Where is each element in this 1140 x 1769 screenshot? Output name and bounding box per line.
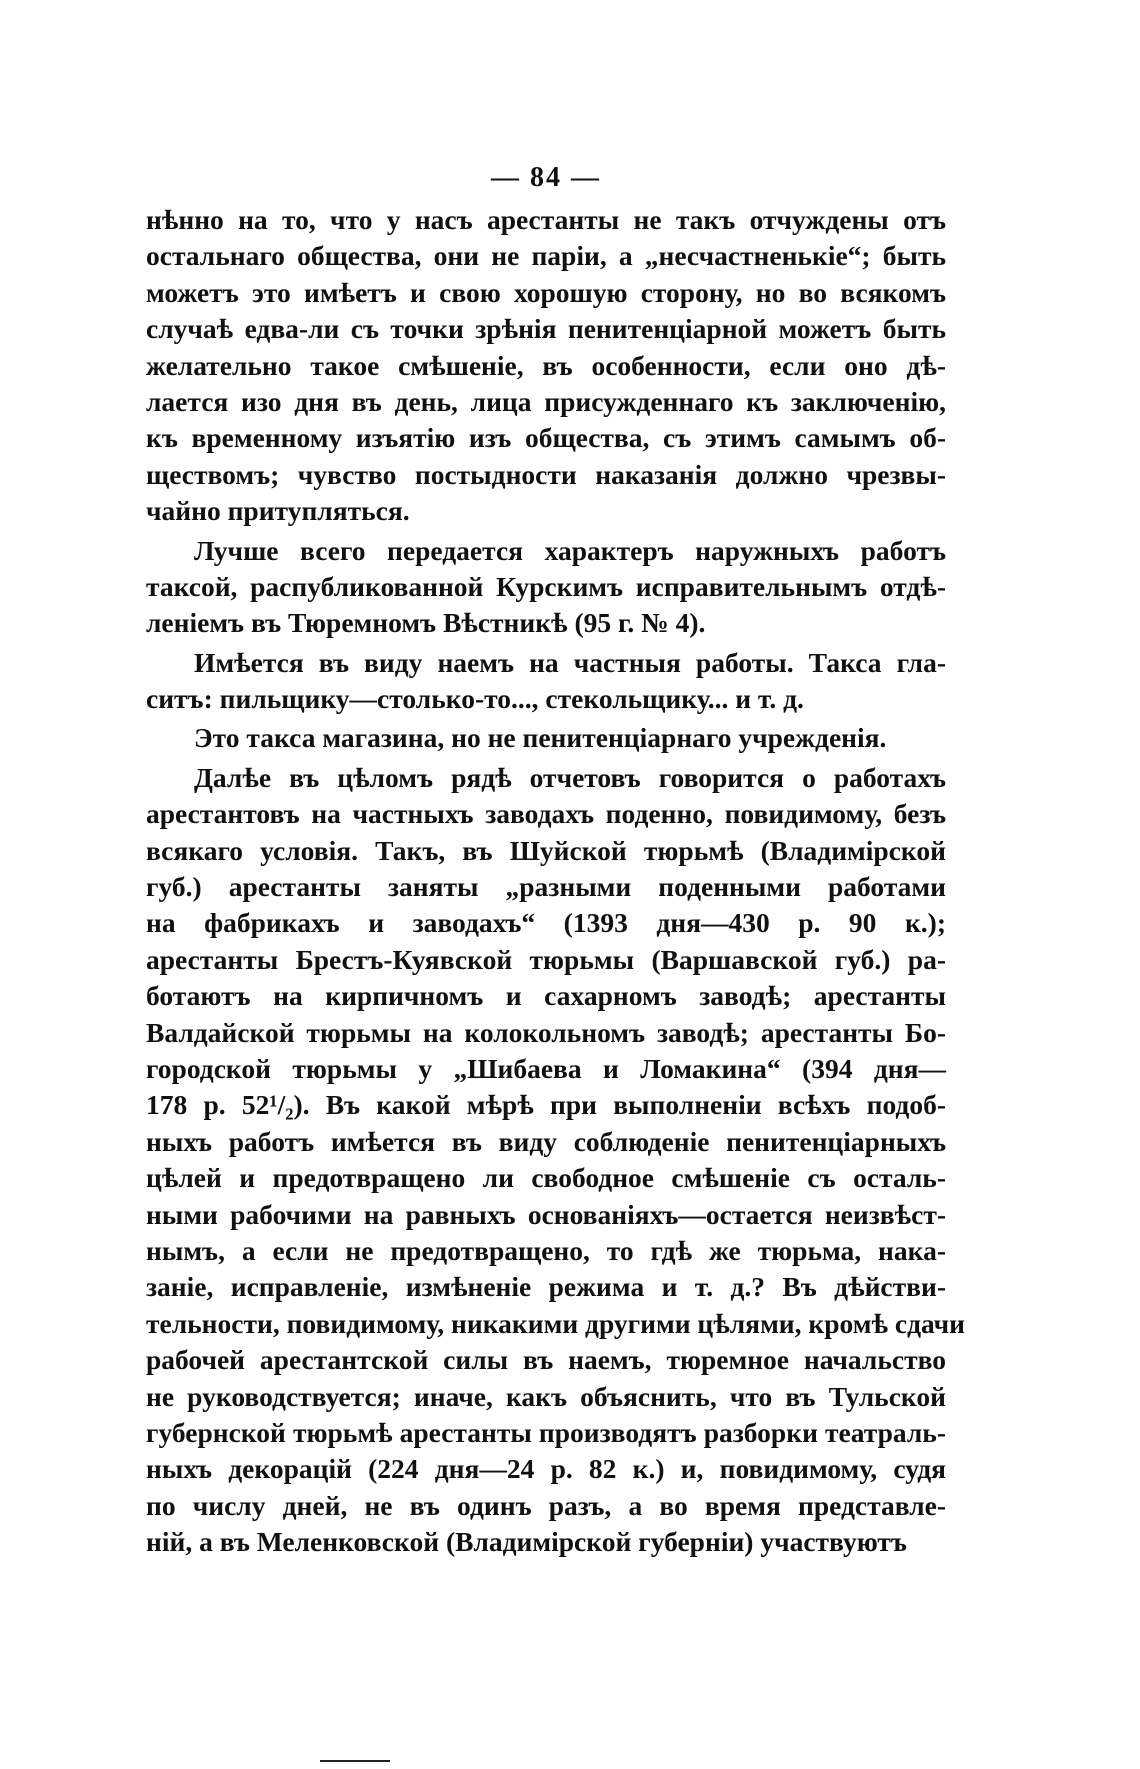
text-line: къ временному изъятію изъ общества, съ этимъ самымъ об- bbox=[146, 422, 946, 454]
text-line: леніемъ въ Тюремномъ Вѣстникѣ (95 г. № 4). bbox=[146, 607, 706, 639]
text-line: Валдайской тюрьмы на колокольномъ заводѣ; арестанты Бо- bbox=[146, 1016, 946, 1048]
text-line: ситъ: пильщику—столько-то..., стекольщику... и т. д. bbox=[146, 683, 804, 715]
text-line: на фабрикахъ и заводахъ“ (1393 дня—430 р. 90 к.); bbox=[146, 907, 946, 939]
page-number: — 84 — bbox=[491, 162, 601, 193]
text-line: остальнаго общества, они не паріи, а „несчастненькіе“; быть bbox=[146, 240, 946, 272]
text-line: ныхъ декорацій (224 дня—24 р. 82 к.) и, повидимому, судя bbox=[146, 1453, 946, 1485]
text-line: тельности, повидимому, никакими другими цѣлями, кромѣ сдачи bbox=[146, 1307, 965, 1339]
text-block bbox=[146, 158, 965, 1560]
text-line: арестанты Брестъ-Куявской тюрьмы (Варшавской губ.) ра- bbox=[146, 943, 946, 975]
text-line: не руководствуется; иначе, какъ объяснить, что въ Тульской bbox=[146, 1380, 946, 1412]
text-line: 178 р. 52¹/₂). Въ какой мѣрѣ при выполненіи всѣхъ подоб- bbox=[146, 1089, 946, 1121]
text-line: Лучше всего передается характеръ наружныхъ работъ bbox=[194, 534, 946, 566]
paragraph bbox=[146, 645, 946, 718]
paragraph bbox=[146, 202, 946, 530]
paragraph bbox=[146, 720, 946, 756]
text-line: ществомъ; чувство постыдности наказанія должно чрезвы- bbox=[146, 458, 946, 490]
text-line: губ.) арестанты заняты „разными поденными работами bbox=[146, 871, 946, 903]
text-line: лается изо дня въ день, лица присужденнаго къ заключенію, bbox=[146, 385, 946, 417]
paragraph bbox=[146, 533, 946, 642]
text-line: губернской тюрьмѣ арестанты производятъ разборки театраль- bbox=[146, 1416, 946, 1448]
text-line: ботаютъ на кирпичномъ и сахарномъ заводѣ; арестанты bbox=[146, 980, 946, 1012]
text-line: городской тюрьмы у „Шибаева и Ломакина“ (394 дня— bbox=[146, 1052, 946, 1084]
text-line: желательно такое смѣшеніе, въ особенности, если оно дѣ- bbox=[146, 349, 946, 381]
text-line: ными рабочими на равныхъ основаніяхъ—остается неизвѣст- bbox=[146, 1198, 946, 1230]
text-line: Это такса магазина, но не пенитенціарнаго учрежденія. bbox=[194, 722, 887, 754]
text-line: ныхъ работъ имѣется въ виду соблюденіе пенитенціарныхъ bbox=[146, 1125, 946, 1157]
body-text bbox=[146, 202, 965, 1560]
text-line: Имѣется въ виду наемъ на частныя работы. Такса гла- bbox=[194, 646, 946, 678]
text-line: нѣнно на то, что у насъ арестанты не такъ отчуждены отъ bbox=[146, 204, 946, 235]
text-line: нымъ, а если не предотвращено, то гдѣ же тюрьма, нака- bbox=[146, 1234, 946, 1266]
text-line: цѣлей и предотвращено ли свободное смѣшеніе съ осталь- bbox=[146, 1162, 946, 1194]
text-line: ній, а въ Меленковской (Владимірской губерніи) участвуютъ bbox=[146, 1526, 907, 1558]
bottom-rule bbox=[320, 1760, 390, 1762]
text-line: по числу дней, не въ одинъ разъ, а во время представле- bbox=[146, 1489, 946, 1521]
text-line: рабочей арестантской силы въ наемъ, тюремное начальство bbox=[146, 1344, 946, 1376]
text-line: можетъ это имѣетъ и свою хорошую сторону, но во всякомъ bbox=[146, 276, 946, 308]
text-line: заніе, исправленіе, измѣненіе режима и т. д.? Въ дѣйстви- bbox=[146, 1271, 946, 1303]
paragraph bbox=[146, 760, 965, 1561]
text-line: арестантовъ на частныхъ заводахъ поденно, повидимому, безъ bbox=[146, 798, 946, 830]
text-line: Далѣе въ цѣломъ рядѣ отчетовъ говорится о работахъ bbox=[194, 761, 946, 793]
text-line: случаѣ едва-ли съ точки зрѣнія пенитенціарной можетъ быть bbox=[146, 313, 946, 345]
text-line: чайно притупляться. bbox=[146, 495, 410, 527]
text-line: всякаго условія. Такъ, въ Шуйской тюрьмѣ (Владимірской bbox=[146, 834, 946, 866]
text-line: таксой, распубликованной Курскимъ исправительнымъ отдѣ- bbox=[146, 570, 946, 602]
